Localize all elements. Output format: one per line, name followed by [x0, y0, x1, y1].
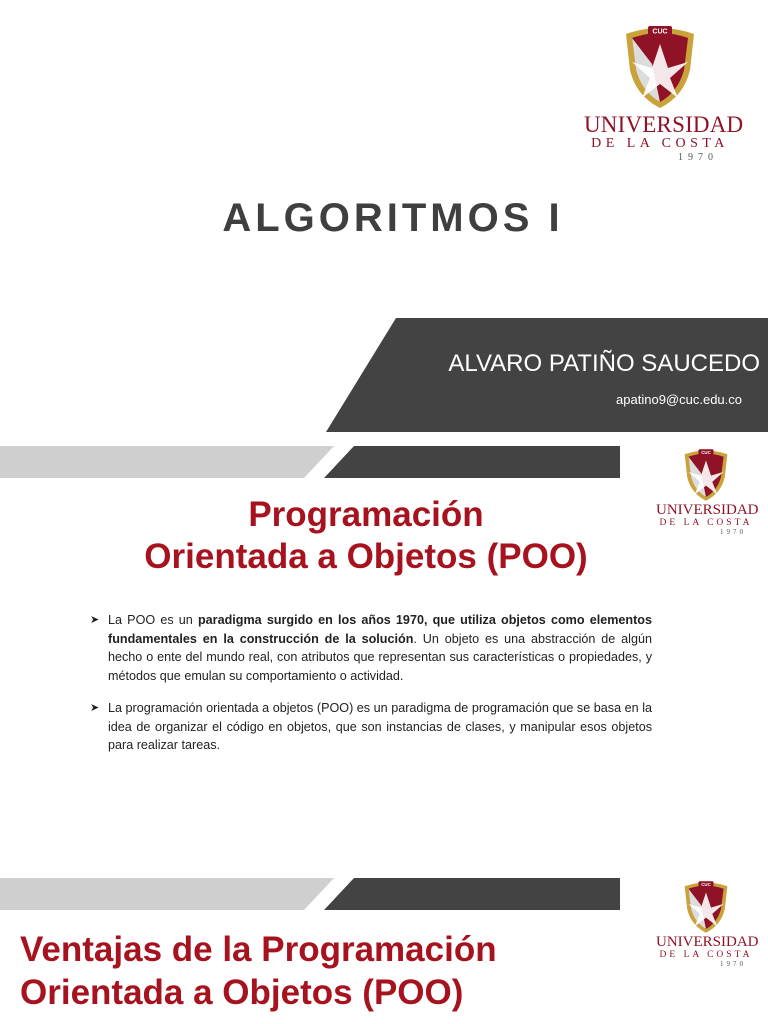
- arrow-bullet-icon: ➤: [90, 614, 100, 626]
- author-name: ALVARO PATIÑO SAUCEDO: [448, 350, 760, 377]
- university-year: 1970: [720, 528, 746, 536]
- slide-title: Ventajas de la Programación Orientada a Objetos (POO): [20, 930, 497, 1012]
- shield-logo-icon: [682, 880, 730, 934]
- header-bar: [0, 446, 620, 478]
- course-title: ALGORITMOS I: [222, 196, 564, 240]
- shield-logo-icon: [622, 24, 698, 110]
- university-name: UNIVERSIDAD: [656, 934, 759, 950]
- svg-text:CUC: CUC: [701, 881, 711, 887]
- advantages-slide: [0, 878, 768, 1024]
- university-name: UNIVERSIDAD: [656, 502, 759, 518]
- svg-text:CUC: CUC: [652, 28, 668, 36]
- university-year: 1970: [720, 960, 746, 968]
- title-slide: [0, 0, 768, 432]
- author-email: apatino9@cuc.edu.co: [616, 392, 742, 407]
- university-subname: DE LA COSTA: [659, 950, 753, 960]
- poo-slide: [0, 446, 768, 846]
- university-year: 1970: [678, 152, 718, 163]
- university-logo-small: [656, 880, 759, 968]
- header-bar: [0, 878, 620, 910]
- university-name: UNIVERSIDAD: [584, 112, 744, 137]
- list-item: ➤ La POO es un paradigma surgido en los años 1970, que utiliza objetos como elementos fundamentales en la construcción de la solución. Un objeto es una abstracción de algún hecho o ente del mundo real, con atributos que representan sus características o propiedades, y métodos que emulan su comportamiento o actividad.: [90, 613, 652, 683]
- list-item: ➤ La programación orientada a objetos (POO) es un paradigma de programación que se basa en la idea de organizar el código en objetos, que son instancias de clases, y manipular esos objetos para realizar tareas.: [90, 701, 652, 752]
- bullet-list: [90, 611, 652, 769]
- university-subname: DE LA COSTA: [659, 518, 753, 528]
- arrow-bullet-icon: ➤: [90, 702, 100, 714]
- slide-title: Programación Orientada a Objetos (POO): [144, 495, 588, 576]
- university-subname: DE LA COSTA: [591, 136, 729, 151]
- university-logo: [584, 24, 744, 163]
- svg-text:CUC: CUC: [701, 449, 711, 455]
